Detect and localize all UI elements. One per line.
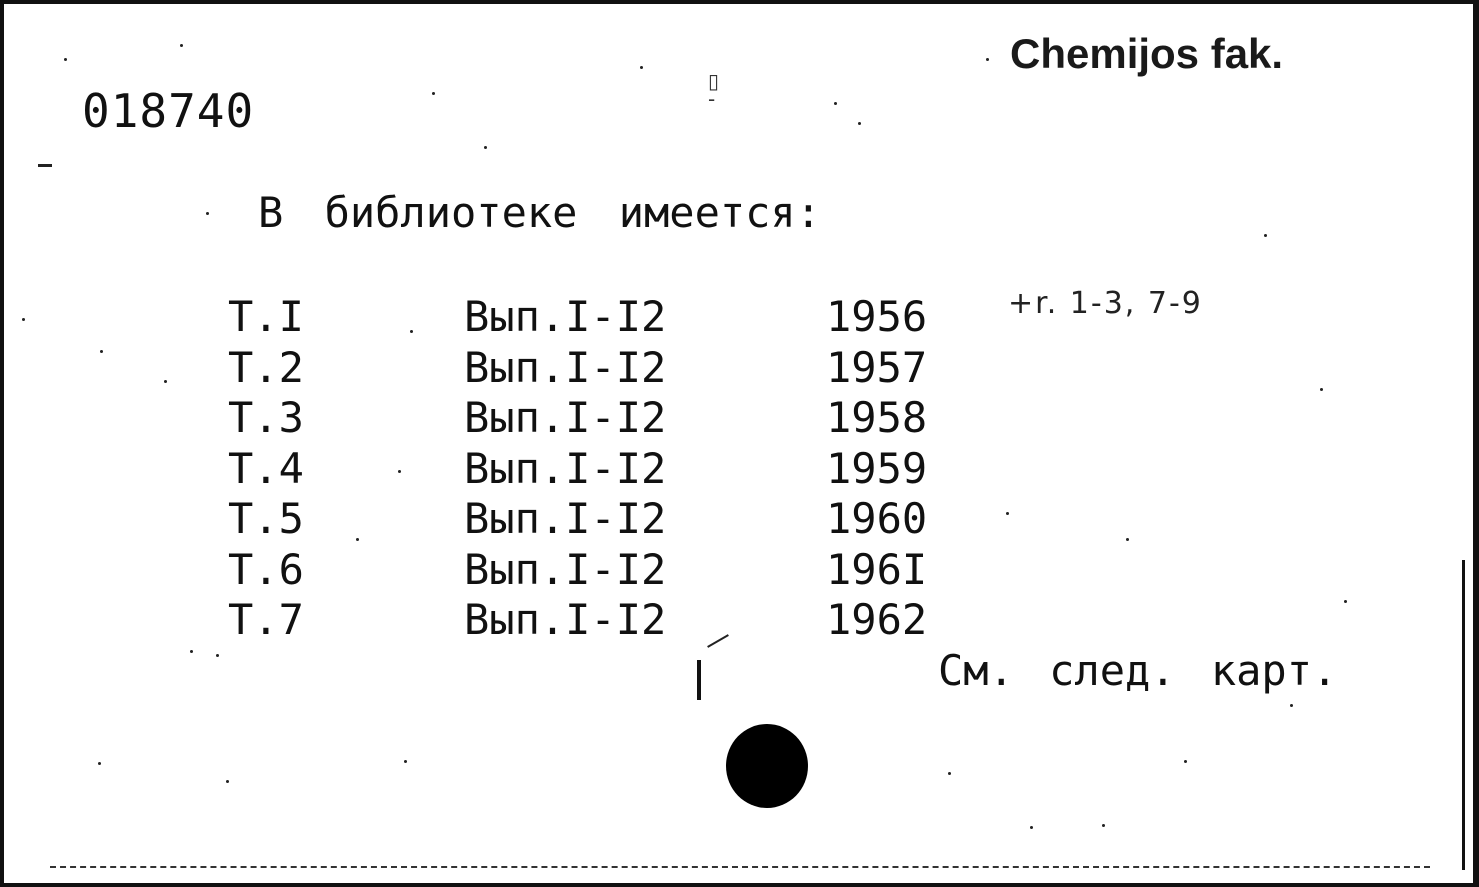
card-border-bottom (0, 883, 1479, 887)
speckle (164, 380, 167, 383)
volume-label: Т.I (228, 292, 304, 341)
pencil-tick (697, 660, 701, 700)
speckle (1264, 234, 1267, 237)
accession-number: 018740 (82, 84, 255, 138)
card-border-right (1473, 0, 1479, 887)
speckle (640, 66, 643, 69)
speckle (22, 318, 25, 321)
speckle (404, 760, 407, 763)
card-inner-edge (1462, 560, 1465, 870)
year-label: 1962 (826, 595, 928, 644)
speckle (1184, 760, 1187, 763)
card-border-left (0, 0, 4, 887)
speckle (206, 212, 209, 215)
speckle (948, 772, 951, 775)
speckle (1320, 388, 1323, 391)
speckle (356, 538, 359, 541)
issues-label: Вып.I-I2 (464, 595, 667, 644)
speckle (1290, 704, 1293, 707)
pencil-mark (707, 634, 729, 648)
speckle (64, 58, 67, 61)
year-label: 196I (826, 544, 928, 594)
issues-label: Вып.I-I2 (464, 494, 667, 543)
handwritten-note: +r. 1-3, 7-9 (1008, 286, 1203, 321)
volume-label: Т.5 (228, 494, 304, 543)
issues-label: Вып.I-I2 (464, 443, 667, 493)
speckle (1102, 824, 1105, 827)
volume-label: Т.2 (228, 342, 304, 392)
year-label: 1960 (826, 494, 928, 543)
speckle (1006, 512, 1009, 515)
year-label: 1958 (826, 393, 928, 442)
speckle (98, 762, 101, 765)
speckle (1126, 538, 1129, 541)
speckle (216, 654, 219, 657)
year-label: 1959 (826, 443, 928, 493)
bottom-dashed-line (50, 866, 1430, 868)
card-border-top (0, 0, 1479, 4)
holdings-heading: В библиотеке имеется: (258, 188, 822, 237)
faculty-stamp: Chemijos fak. (1010, 30, 1284, 77)
speckle (100, 350, 103, 353)
issues-label: Вып.I-I2 (464, 544, 667, 594)
volume-label: Т.6 (228, 544, 304, 594)
margin-mark (38, 164, 52, 167)
speckle (986, 58, 989, 61)
speckle (410, 330, 413, 333)
speckle (432, 92, 435, 95)
year-label: 1956 (826, 292, 928, 341)
speckle (834, 102, 837, 105)
issues-label: Вып.I-I2 (464, 393, 667, 442)
volume-label: Т.7 (228, 595, 304, 644)
speckle (226, 780, 229, 783)
speckle (1344, 600, 1347, 603)
volume-label: Т.3 (228, 393, 304, 442)
speckle (484, 146, 487, 149)
punch-hole (726, 724, 808, 808)
ink-smudge: ▯ - (708, 69, 720, 111)
speckle (858, 122, 861, 125)
speckle (1030, 826, 1033, 829)
continued-note: См. след. карт. (938, 646, 1338, 695)
speckle (398, 470, 401, 473)
year-label: 1957 (826, 342, 928, 392)
issues-label: Вып.I-I2 (464, 342, 667, 392)
speckle (180, 44, 183, 47)
issues-label: Вып.I-I2 (464, 292, 667, 341)
speckle (190, 650, 193, 653)
volume-label: Т.4 (228, 443, 304, 493)
